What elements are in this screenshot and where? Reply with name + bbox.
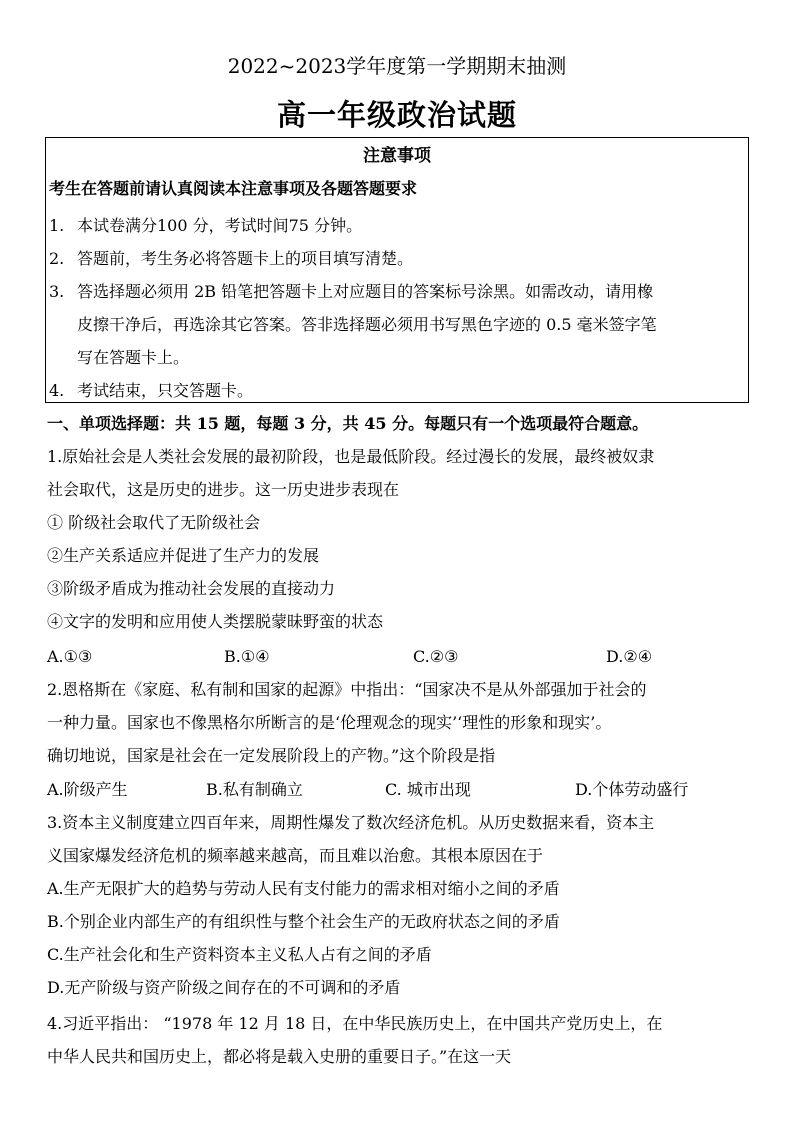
answer-option: B.私有制确立	[206, 780, 303, 799]
notice-box	[45, 137, 749, 403]
notice-item	[49, 209, 745, 242]
notice-item-text: 答选择题必须用 2B 铅笔把答题卡上对应题目的答案标号涂黑。如需改动，请用橡	[77, 282, 654, 301]
notice-item	[49, 242, 745, 275]
statement-item: ③阶级矛盾成为推动社会发展的直接动力	[47, 579, 336, 598]
answer-option: A.阶级产生	[47, 780, 128, 799]
answer-option: A.生产无限扩大的趋势与劳动人民有支付能力的需求相对缩小之间的矛盾	[47, 879, 560, 898]
notice-title: 注意事项	[363, 146, 431, 166]
statement-item: ① 阶级社会取代了无阶级社会	[47, 513, 261, 532]
question-text: 2.恩格斯在《家庭、私有制和国家的起源》中指出：“国家决不是从外部强加于社会的	[47, 680, 647, 699]
notice-item-number: 4.	[49, 381, 65, 400]
answer-option: A.①③	[47, 647, 93, 666]
notice-item-text: 本试卷满分100 分，考试时间75 分钟。	[77, 216, 363, 235]
answer-option: C. 城市出现	[385, 780, 471, 799]
answer-option: C.生产社会化和生产资料资本主义私人占有之间的矛盾	[47, 945, 432, 964]
question-text: 1.原始社会是人类社会发展的最初阶段，也是最低阶段。经过漫长的发展，最终被奴隶	[47, 447, 655, 466]
notice-item-text: 皮擦干净后，再选涂其它答案。答非选择题必须用书写黑色字迹的 0.5 毫米签字笔	[77, 315, 657, 334]
notice-item	[49, 275, 745, 374]
exam-subtitle: 2022~2023学年度第一学期期末抽测	[227, 54, 567, 78]
question-text: 一种力量。国家也不像黑格尔所断言的是‘伦理观念的现实’‘理性的形象和现实’。	[47, 713, 612, 732]
answer-option: D.②④	[606, 647, 653, 666]
question-text: 中华人民共和国历史上，都必将是载入史册的重要日子。”在这一天	[47, 1047, 512, 1066]
notice-subtitle: 考生在答题前请认真阅读本注意事项及各题答题要求	[49, 179, 418, 198]
question-text: 3.资本主义制度建立四百年来，周期性爆发了数次经济危机。从历史数据来看，资本主	[47, 813, 655, 832]
statement-item: ②生产关系适应并促进了生产力的发展	[47, 546, 320, 565]
notice-item-number: 3.	[49, 282, 65, 301]
question-text: 确切地说，国家是社会在一定发展阶段上的产物。”这个阶段是指	[47, 746, 496, 765]
notice-item-number: 2.	[49, 249, 65, 268]
question-text: 义国家爆发经济危机的频率越来越高，而且难以治愈。其根本原因在于	[47, 846, 544, 865]
question-text: 社会取代，这是历史的进步。这一历史进步表现在	[47, 480, 400, 499]
question-text: 4.习近平指出： “1978 年 12 月 18 日，在中华民族历史上，在中国共产党历史上，在	[47, 1014, 663, 1033]
answer-option: D.个体劳动盛行	[575, 780, 689, 799]
notice-item-number: 1.	[49, 216, 65, 235]
answer-option: C.②③	[413, 647, 459, 666]
statement-item: ④文字的发明和应用使人类摆脱蒙昧野蛮的状态	[47, 612, 384, 631]
notice-item-text: 答题前，考生务必将答题卡上的项目填写清楚。	[77, 249, 414, 268]
exam-title: 高一年级政治试题	[276, 98, 517, 132]
notice-item-text: 写在答题卡上。	[77, 348, 190, 367]
notice-item	[49, 374, 745, 407]
answer-option: B.个别企业内部生产的有组织性与整个社会生产的无政府状态之间的矛盾	[47, 912, 560, 931]
notice-item-text: 考试结束，只交答题卡。	[77, 381, 254, 400]
answer-option: D.无产阶级与资产阶级之间存在的不可调和的矛盾	[47, 978, 401, 997]
answer-option: B.①④	[224, 647, 270, 666]
section-heading: 一、单项选择题：共 15 题，每题 3 分，共 45 分。每题只有一个选项最符合题意。	[47, 414, 649, 433]
